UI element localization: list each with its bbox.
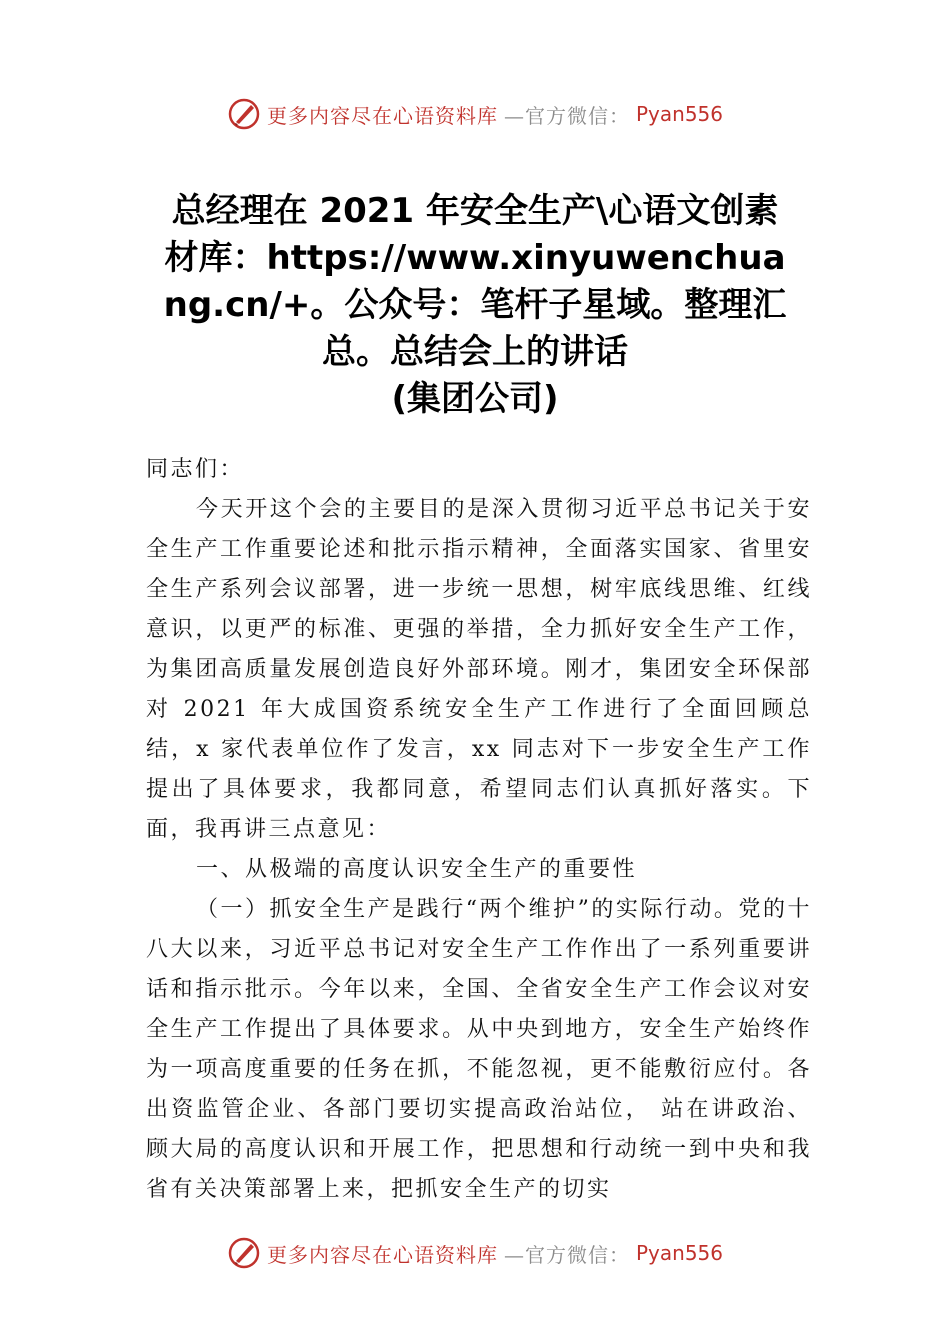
- footer-banner: [0, 1233, 950, 1273]
- document-body: [146, 450, 812, 1210]
- title-line-4: 总。总结会上的讲话: [322, 332, 628, 372]
- header-banner-label: —官方微信：: [503, 103, 630, 128]
- section-heading-1: 一、从极端的高度认识安全生产的重要性: [196, 857, 638, 882]
- footer-wechat-id: Pyan556: [635, 1241, 723, 1265]
- document-title: [145, 188, 805, 423]
- brush-logo-icon: [227, 97, 261, 131]
- title-line-3: ng.cn/+。公众号：笔杆子星域。整理汇: [163, 285, 787, 325]
- salutation: 同志们：: [146, 457, 245, 482]
- footer-banner-label: —官方微信：: [503, 1242, 630, 1267]
- header-wechat-id: Pyan556: [635, 102, 723, 126]
- title-line-5: (集团公司): [391, 379, 559, 419]
- paragraph-2: （一）抓安全生产是践行“两个维护”的实际行动。党的十八大以来，习近平总书记对安全生产工作作出了一系列重要讲话和指示批示。今年以来，全国、全省安全生产工作会议对安全生产工作提出了具体要求。从中央到地方，安全生产始终作为一项高度重要的任务在抓，不能忽视，更不能敷衍应付。各出资监管企业、各部门要切实提高政治站位， 站在讲政治、顾大局的高度认识和开展工作，把思想和行动统一到中央和我省有关决策部署上来，把抓安全生产的切实: [146, 897, 812, 1202]
- paragraph-1: 今天开这个会的主要目的是深入贯彻习近平总书记关于安全生产工作重要论述和批示指示精神，全面落实国家、省里安全生产系列会议部署，进一步统一思想，树牢底线思维、红线意识，以更严的标准、更强的举措，全力抓好安全生产工作，为集团高质量发展创造良好外部环境。刚才，集团安全环保部对 2021 年大成国资系统安全生产工作进行了全面回顾总结，x 家代表单位作了发言，xx 同志对下一步安全生产工作提出了具体要求，我都同意，希望同志们认真抓好落实。下面，我再讲三点意见：: [146, 497, 812, 842]
- header-banner-text: 更多内容尽在心语资料库: [266, 103, 498, 128]
- title-line-2: 材库：https://www.xinyuwenchua: [164, 238, 786, 278]
- title-line-1: 总经理在 2021 年安全生产\心语文创素: [171, 191, 779, 231]
- brush-logo-icon: [227, 1236, 261, 1270]
- footer-banner-text: 更多内容尽在心语资料库: [266, 1242, 498, 1267]
- header-banner: [0, 94, 950, 134]
